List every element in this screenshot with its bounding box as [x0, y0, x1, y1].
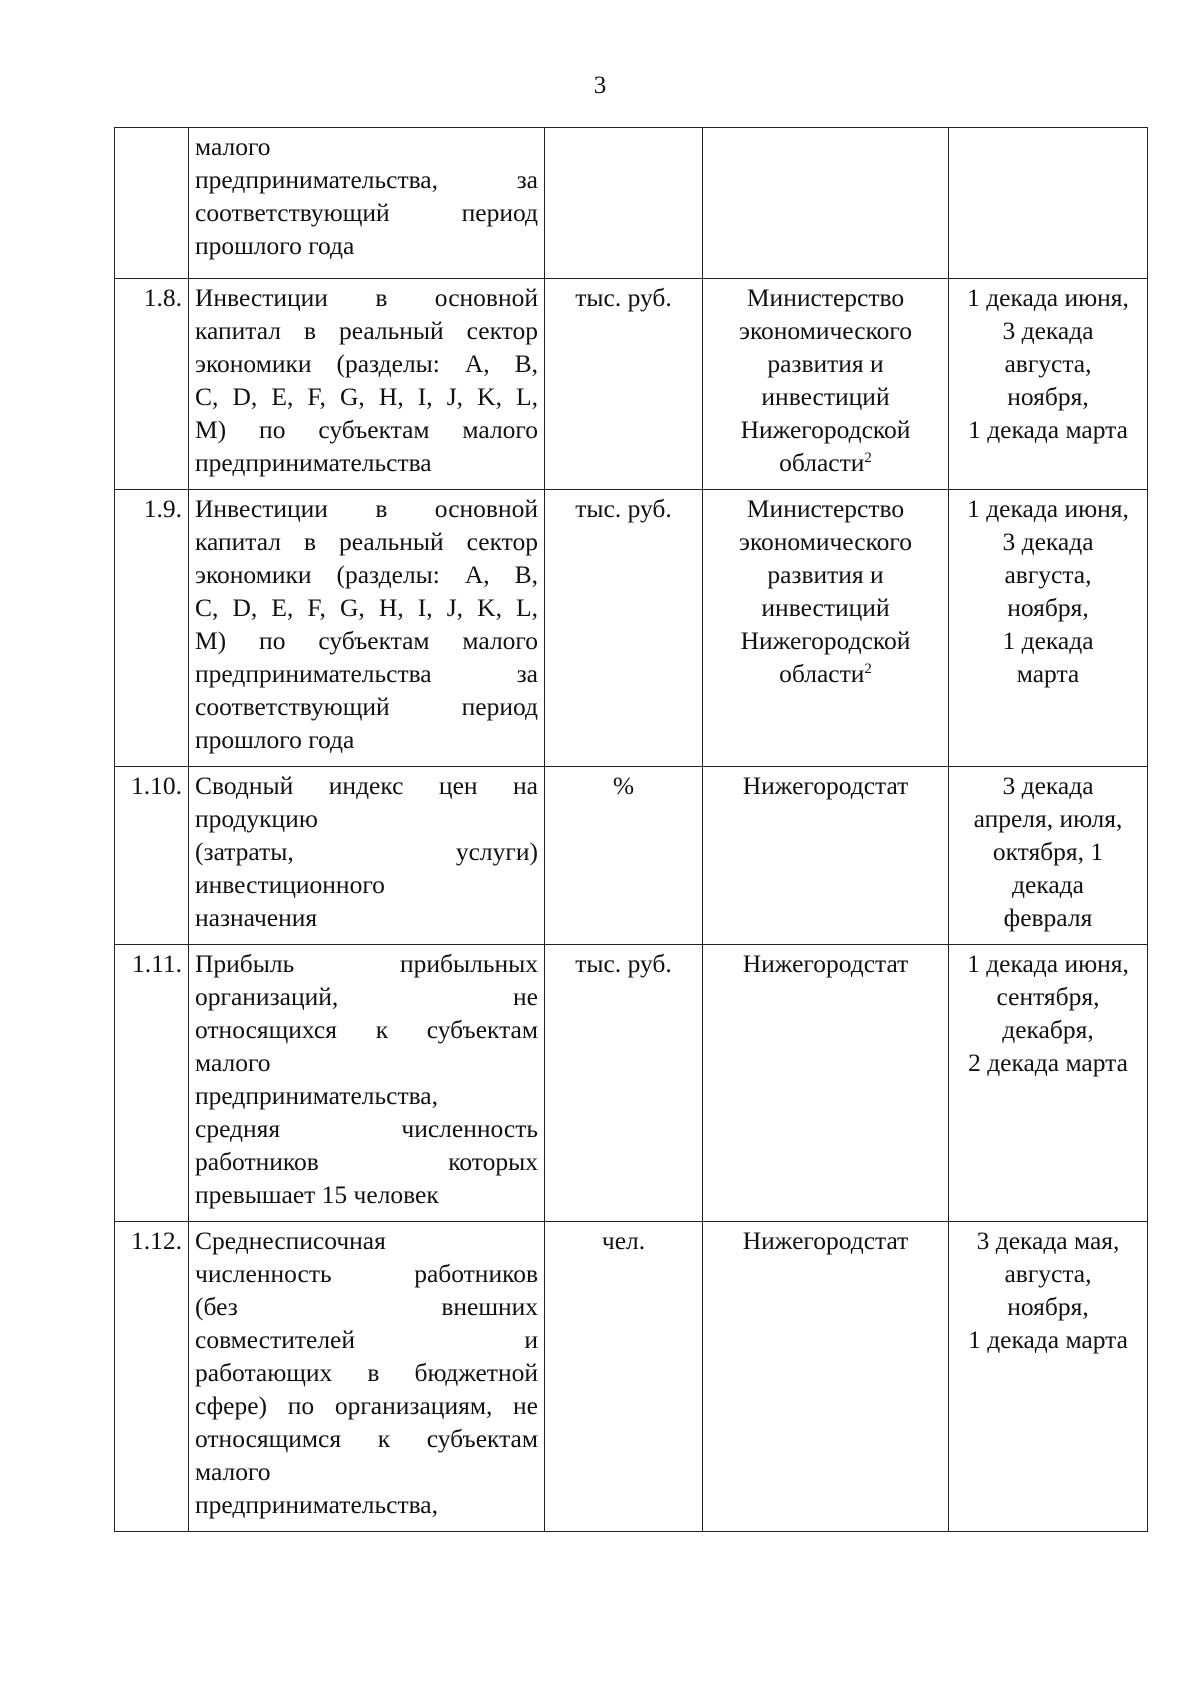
table-row	[115, 128, 1148, 279]
source-text: Нижегородстат	[742, 949, 909, 978]
indicator-name-line: численность работников	[195, 1259, 538, 1288]
term-line: 3 декада	[1002, 527, 1094, 556]
term-line: 2 декада марта	[968, 1048, 1128, 1077]
term-line: 1 декада июня,	[967, 283, 1129, 312]
indicator-name-line: совместителей и	[195, 1325, 538, 1354]
indicator-name-line: прошлого года	[195, 231, 355, 260]
indicator-name-line: предпринимательства,	[195, 1081, 438, 1110]
term-line: 1 декада марта	[968, 415, 1128, 444]
row-number	[115, 128, 189, 279]
indicator-name-line: экономики (разделы: A, B,	[195, 560, 538, 589]
row-number: 1.9.	[115, 490, 189, 767]
indicator-name-line: предпринимательства	[195, 448, 432, 477]
indicator-name-line: Инвестиции в основной	[195, 494, 538, 523]
term-line: 3 декада	[1002, 771, 1094, 800]
row-number: 1.10.	[115, 767, 189, 945]
indicator-name-line: малого	[195, 1457, 271, 1486]
term-line: 1 декада июня,	[967, 494, 1129, 523]
indicator-name-line: (затраты, услуги)	[195, 837, 538, 866]
indicator-name-line: работающих в бюджетной	[195, 1358, 538, 1387]
source-text: Министерство	[746, 494, 905, 523]
source-line	[709, 657, 942, 690]
indicator-name-line: капитал в реальный сектор	[195, 527, 538, 556]
source-text: инвестиций	[761, 593, 890, 622]
submission-term	[949, 767, 1148, 945]
term-line: сентября,	[996, 982, 1100, 1011]
indicator-name-line: капитал в реальный сектор	[195, 316, 538, 345]
source-text: Министерство	[746, 283, 905, 312]
source-text: экономического	[739, 316, 912, 345]
indicator-name	[189, 279, 545, 490]
table-row	[115, 945, 1148, 1222]
indicator-name-line: (без внешних	[195, 1292, 538, 1321]
source-organization	[703, 128, 949, 279]
indicator-name-line: Инвестиции в основной	[195, 283, 538, 312]
term-line: августа,	[1004, 349, 1092, 378]
indicator-name-line: инвестиционного	[195, 870, 385, 899]
source-line	[709, 380, 942, 413]
indicator-name-line: экономики (разделы: A, B,	[195, 349, 538, 378]
indicator-name-line: назначения	[195, 903, 318, 932]
unit: тыс. руб.	[545, 279, 703, 490]
indicator-name	[189, 490, 545, 767]
term-line: августа,	[1004, 1259, 1092, 1288]
indicator-name-line: соответствующий период	[195, 198, 538, 227]
unit: тыс. руб.	[545, 490, 703, 767]
submission-term	[949, 490, 1148, 767]
source-line	[709, 314, 942, 347]
term-line: 1 декада июня,	[967, 949, 1129, 978]
unit: %	[545, 767, 703, 945]
indicator-name-line: относящихся к субъектам	[195, 1015, 538, 1044]
indicator-name-line: предпринимательства за	[195, 659, 538, 688]
term-line: февраля	[1003, 903, 1093, 932]
unit: чел.	[545, 1222, 703, 1532]
source-text: экономического	[739, 527, 912, 556]
source-line	[709, 492, 942, 525]
indicator-name-line: предпринимательства,	[195, 1490, 438, 1519]
term-line: 1 декада марта	[968, 1325, 1128, 1354]
indicator-name	[189, 945, 545, 1222]
source-organization	[703, 945, 949, 1222]
source-text: развития и	[767, 349, 884, 378]
source-line	[709, 624, 942, 657]
term-line: декада	[1012, 870, 1084, 899]
term-line: ноября,	[1007, 593, 1089, 622]
row-number: 1.11.	[115, 945, 189, 1222]
indicator-name-line: работников которых	[195, 1147, 538, 1176]
source-line	[709, 769, 942, 802]
indicator-name-line: относящимся к субъектам	[195, 1424, 538, 1453]
indicator-name-line: Сводный индекс цен на	[195, 771, 538, 800]
unit	[545, 128, 703, 279]
source-text: Нижегородской	[740, 415, 911, 444]
indicator-name-line: продукцию	[195, 804, 318, 833]
row-number: 1.8.	[115, 279, 189, 490]
source-text: развития и	[767, 560, 884, 589]
source-line	[709, 413, 942, 446]
source-text: области	[779, 659, 865, 688]
row-number: 1.12.	[115, 1222, 189, 1532]
source-text: области	[779, 448, 865, 477]
source-line	[709, 446, 942, 479]
term-line: ноября,	[1007, 382, 1089, 411]
indicator-name-line: Среднесписочная	[195, 1226, 386, 1255]
submission-term	[949, 945, 1148, 1222]
indicator-name-line: Прибыль прибыльных	[195, 949, 538, 978]
indicator-name-line: M) по субъектам малого	[195, 626, 538, 655]
term-line: 1 декада	[1002, 626, 1094, 655]
source-line	[709, 525, 942, 558]
source-organization	[703, 490, 949, 767]
indicator-name-line: M) по субъектам малого	[195, 415, 538, 444]
source-organization	[703, 1222, 949, 1532]
indicators-table	[114, 127, 1148, 1532]
indicator-name-line: малого	[195, 1048, 271, 1077]
table-row	[115, 1222, 1148, 1532]
indicator-name-line: C, D, E, F, G, H, I, J, K, L,	[195, 382, 538, 411]
source-text: инвестиций	[761, 382, 890, 411]
term-line: апреля, июля,	[973, 804, 1123, 833]
source-line	[709, 947, 942, 980]
indicator-name	[189, 1222, 545, 1532]
term-line: декабря,	[1002, 1015, 1094, 1044]
table-body	[115, 128, 1148, 1532]
term-line: 3 декада	[1002, 316, 1094, 345]
indicator-name	[189, 767, 545, 945]
indicator-name-line: малого	[195, 132, 271, 161]
table-row	[115, 490, 1148, 767]
source-line	[709, 558, 942, 591]
term-line: августа,	[1004, 560, 1092, 589]
indicator-name-line: организаций, не	[195, 982, 538, 1011]
source-organization	[703, 767, 949, 945]
source-text: Нижегородской	[740, 626, 911, 655]
source-text: Нижегородстат	[742, 1226, 909, 1255]
source-line	[709, 347, 942, 380]
indicator-name-line: C, D, E, F, G, H, I, J, K, L,	[195, 593, 538, 622]
source-line	[709, 1224, 942, 1257]
indicator-name-line: предпринимательства, за	[195, 165, 538, 194]
submission-term	[949, 279, 1148, 490]
indicator-name-line: соответствующий период	[195, 692, 538, 721]
source-line	[709, 591, 942, 624]
footnote-mark: 2	[864, 450, 872, 466]
indicator-name-line: сфере) по организациям, не	[195, 1391, 538, 1420]
footnote-mark: 2	[864, 661, 872, 677]
term-line: 3 декада мая,	[976, 1226, 1120, 1255]
unit: тыс. руб.	[545, 945, 703, 1222]
term-line: марта	[1016, 659, 1080, 688]
indicator-name-line: средняя численность	[195, 1114, 538, 1143]
page-number: 3	[593, 72, 607, 99]
submission-term	[949, 1222, 1148, 1532]
table-row	[115, 767, 1148, 945]
indicator-name-line: прошлого года	[195, 725, 355, 754]
source-line	[709, 281, 942, 314]
source-text: Нижегородстат	[742, 771, 909, 800]
term-line: октября, 1	[992, 837, 1104, 866]
term-line: ноября,	[1007, 1292, 1089, 1321]
table-row	[115, 279, 1148, 490]
indicator-name	[189, 128, 545, 279]
indicator-name-line: превышает 15 человек	[195, 1180, 439, 1209]
source-organization	[703, 279, 949, 490]
submission-term	[949, 128, 1148, 279]
